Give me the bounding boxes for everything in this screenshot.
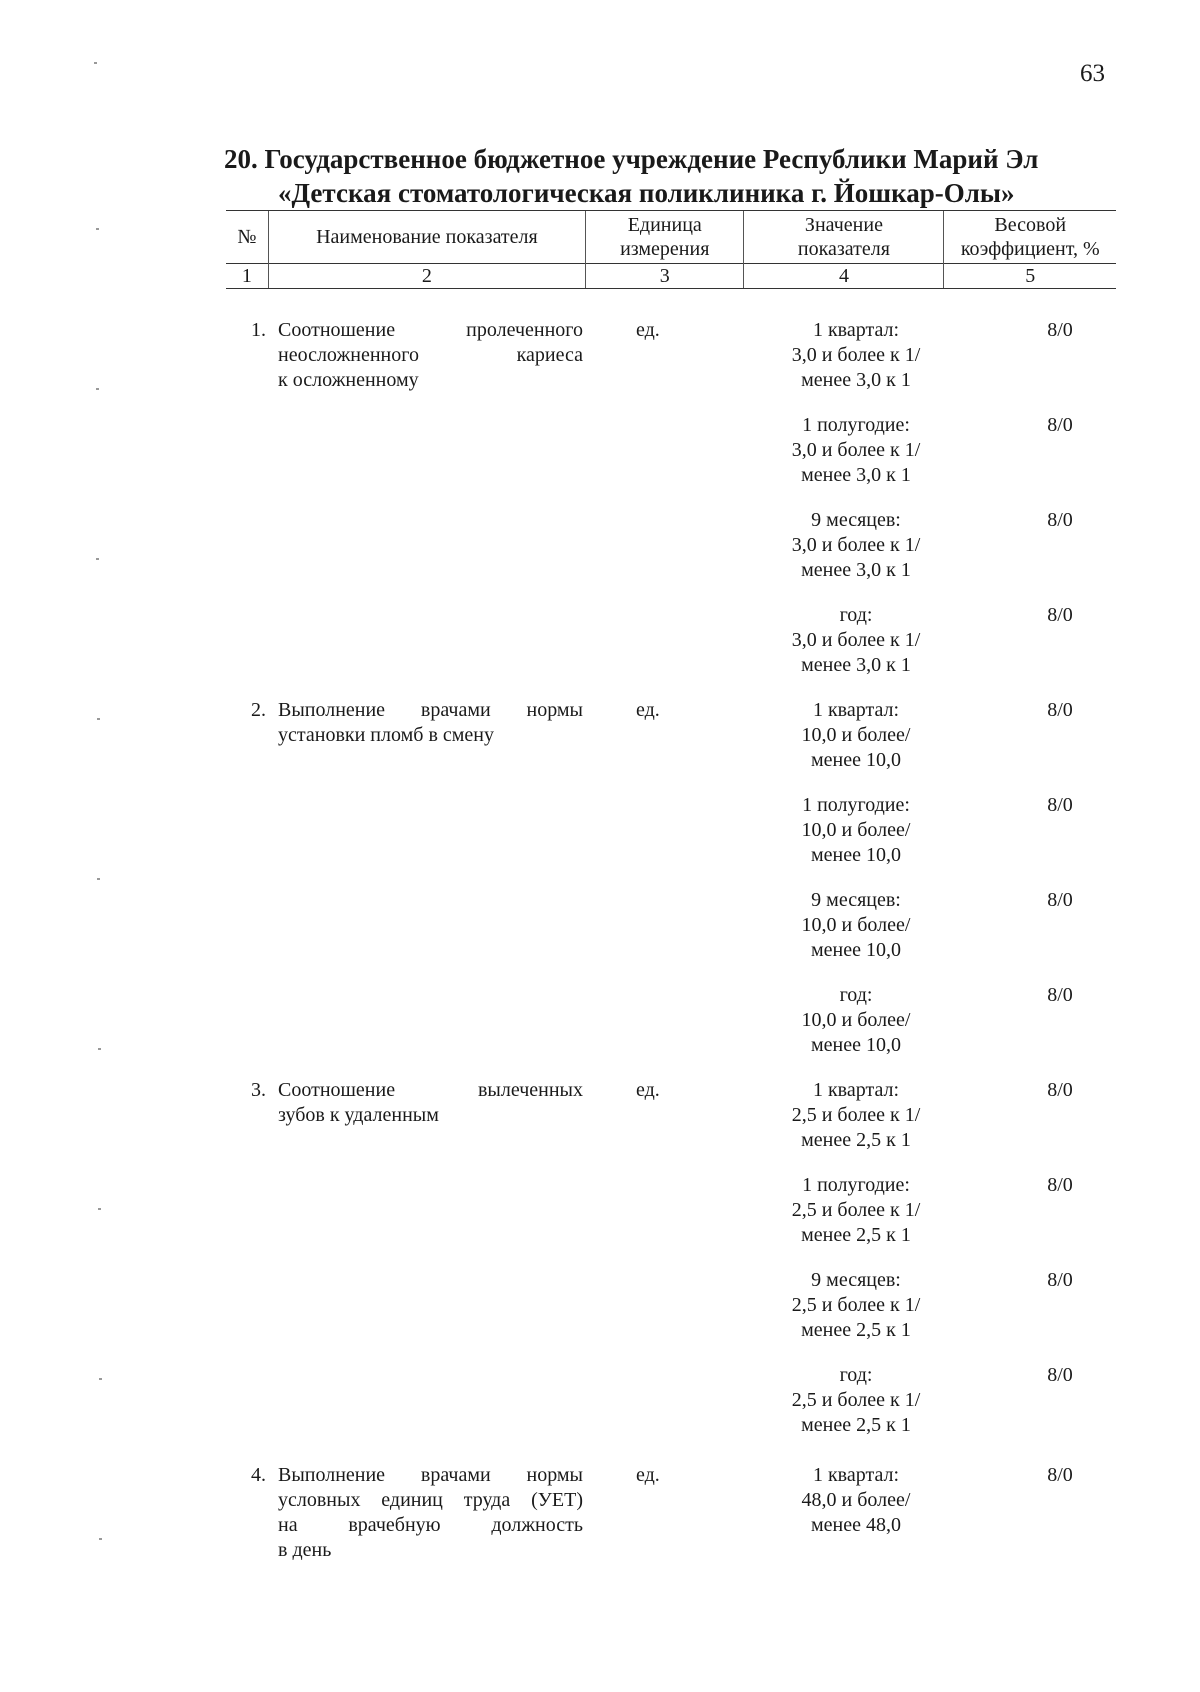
value-line-b: менее 2,5 к 1 [801,1224,911,1246]
header-col-weight-line1: Весовой [994,214,1067,236]
scan-speck [98,1048,101,1050]
unit-cell: ед. [636,1079,660,1101]
header-num-5: 5 [944,264,1116,289]
header-num-1: 1 [226,264,268,289]
value-period: 1 квартал: [812,1079,900,1101]
weight-cell: 8/0 [1047,1174,1073,1196]
indicator-name-line: Выполнение врачами нормы [278,1464,583,1486]
header-col-unit [586,211,744,264]
value-entry [756,888,956,963]
value-line-b: менее 2,5 к 1 [801,1414,911,1436]
scan-speck [96,388,99,390]
scan-speck [97,878,100,880]
value-line-a: 2,5 и более к 1/ [791,1294,921,1316]
scan-speck [94,62,97,64]
row-number: 1. [251,319,266,341]
value-line-a: 10,0 и более/ [801,914,911,936]
header-col-value-line1: Значение [804,214,883,236]
value-line-a: 3,0 и более к 1/ [791,534,921,556]
indicator-name-line: Соотношение пролеченного [278,319,583,341]
value-line-a: 3,0 и более к 1/ [791,629,921,651]
value-period: 1 квартал: [812,1464,900,1486]
weight-cell: 8/0 [1047,984,1073,1006]
indicator-name-line: на врачебную должность [278,1514,583,1536]
value-line-b: менее 10,0 [811,939,901,961]
unit-cell: ед. [636,1464,660,1486]
value-line-b: менее 10,0 [811,844,901,866]
header-col-unit-line2: измерения [620,238,710,260]
header-num-4: 4 [744,264,944,289]
value-period: 1 полугодие: [802,414,910,436]
value-period: 1 полугодие: [802,1174,910,1196]
header-col-value [744,211,944,264]
value-period: 9 месяцев: [811,509,901,531]
indicator-name-line: Соотношение вылеченных [278,1079,583,1101]
value-line-a: 48,0 и более/ [801,1489,911,1511]
value-entry [756,508,956,583]
indicator-name [278,1078,583,1128]
indicator-name-line: неосложненного кариеса [278,344,583,366]
value-entry [756,1173,956,1248]
weight-cell: 8/0 [1047,1079,1073,1101]
value-entry [756,413,956,488]
weight-cell: 8/0 [1047,1364,1073,1386]
indicator-name-line: в день [278,1539,332,1561]
weight-cell: 8/0 [1047,319,1073,341]
document-title [224,142,1124,210]
value-period: 9 месяцев: [811,1269,901,1291]
value-line-a: 3,0 и более к 1/ [791,439,921,461]
title-line-1: 20. Государственное бюджетное учреждение Республики Марий Эл [224,144,1039,174]
weight-cell: 8/0 [1047,889,1073,911]
value-period: год: [839,984,873,1006]
header-col-number: № [226,211,268,264]
value-entry [756,318,956,393]
value-line-b: менее 10,0 [811,749,901,771]
weight-cell: 8/0 [1047,414,1073,436]
value-period: 9 месяцев: [811,889,901,911]
value-line-b: менее 3,0 к 1 [801,464,911,486]
value-entry [756,983,956,1058]
value-line-a: 10,0 и более/ [801,819,911,841]
indicator-name-line: к осложненному [278,369,419,391]
value-line-a: 2,5 и более к 1/ [791,1389,921,1411]
value-line-a: 10,0 и более/ [801,724,911,746]
scan-speck [99,1538,102,1540]
row-number: 3. [251,1079,266,1101]
value-period: год: [839,604,873,626]
indicator-name-line: зубов к удаленным [278,1104,439,1126]
table-header [226,210,1116,289]
value-entry [756,603,956,678]
value-entry [756,793,956,868]
weight-cell: 8/0 [1047,1269,1073,1291]
weight-cell: 8/0 [1047,1464,1073,1486]
value-entry [756,1268,956,1343]
indicator-name [278,698,583,748]
row-number: 4. [251,1464,266,1486]
weight-cell: 8/0 [1047,794,1073,816]
header-num-3: 3 [586,264,744,289]
page-number: 63 [1080,60,1105,87]
value-period: 1 полугодие: [802,794,910,816]
header-col-weight [944,211,1116,264]
header-col-name: Наименование показателя [268,211,585,264]
weight-cell: 8/0 [1047,699,1073,721]
scan-speck [97,718,100,720]
scan-speck [99,1378,102,1380]
value-period: год: [839,1364,873,1386]
value-line-b: менее 10,0 [811,1034,901,1056]
value-line-b: менее 48,0 [811,1514,901,1536]
header-col-unit-line1: Единица [627,214,702,236]
value-line-b: менее 2,5 к 1 [801,1319,911,1341]
value-entry [756,698,956,773]
value-period: 1 квартал: [812,699,900,721]
scan-speck [96,228,99,230]
title-line-2: «Детская стоматологическая поликлиника г. Йошкар-Олы» [278,178,1015,208]
header-col-weight-line2: коэффициент, % [960,238,1100,260]
value-line-b: менее 3,0 к 1 [801,654,911,676]
weight-cell: 8/0 [1047,509,1073,531]
unit-cell: ед. [636,319,660,341]
value-line-a: 2,5 и более к 1/ [791,1199,921,1221]
value-entry [756,1363,956,1438]
value-entry [756,1078,956,1153]
value-line-b: менее 2,5 к 1 [801,1129,911,1151]
unit-cell: ед. [636,699,660,721]
indicator-name [278,318,583,393]
weight-cell: 8/0 [1047,604,1073,626]
value-line-b: менее 3,0 к 1 [801,369,911,391]
value-period: 1 квартал: [812,319,900,341]
value-line-a: 10,0 и более/ [801,1009,911,1031]
indicator-name-line: условных единиц труда (УЕТ) [278,1489,583,1511]
header-col-value-line2: показателя [797,238,890,260]
row-number: 2. [251,699,266,721]
header-num-2: 2 [268,264,585,289]
scan-speck [98,1208,101,1210]
value-line-a: 2,5 и более к 1/ [791,1104,921,1126]
indicator-name [278,1463,583,1563]
value-line-a: 3,0 и более к 1/ [791,344,921,366]
scan-speck [96,558,99,560]
indicator-name-line: установки пломб в смену [278,724,494,746]
value-line-b: менее 3,0 к 1 [801,559,911,581]
indicator-name-line: Выполнение врачами нормы [278,699,583,721]
value-entry [756,1463,956,1538]
